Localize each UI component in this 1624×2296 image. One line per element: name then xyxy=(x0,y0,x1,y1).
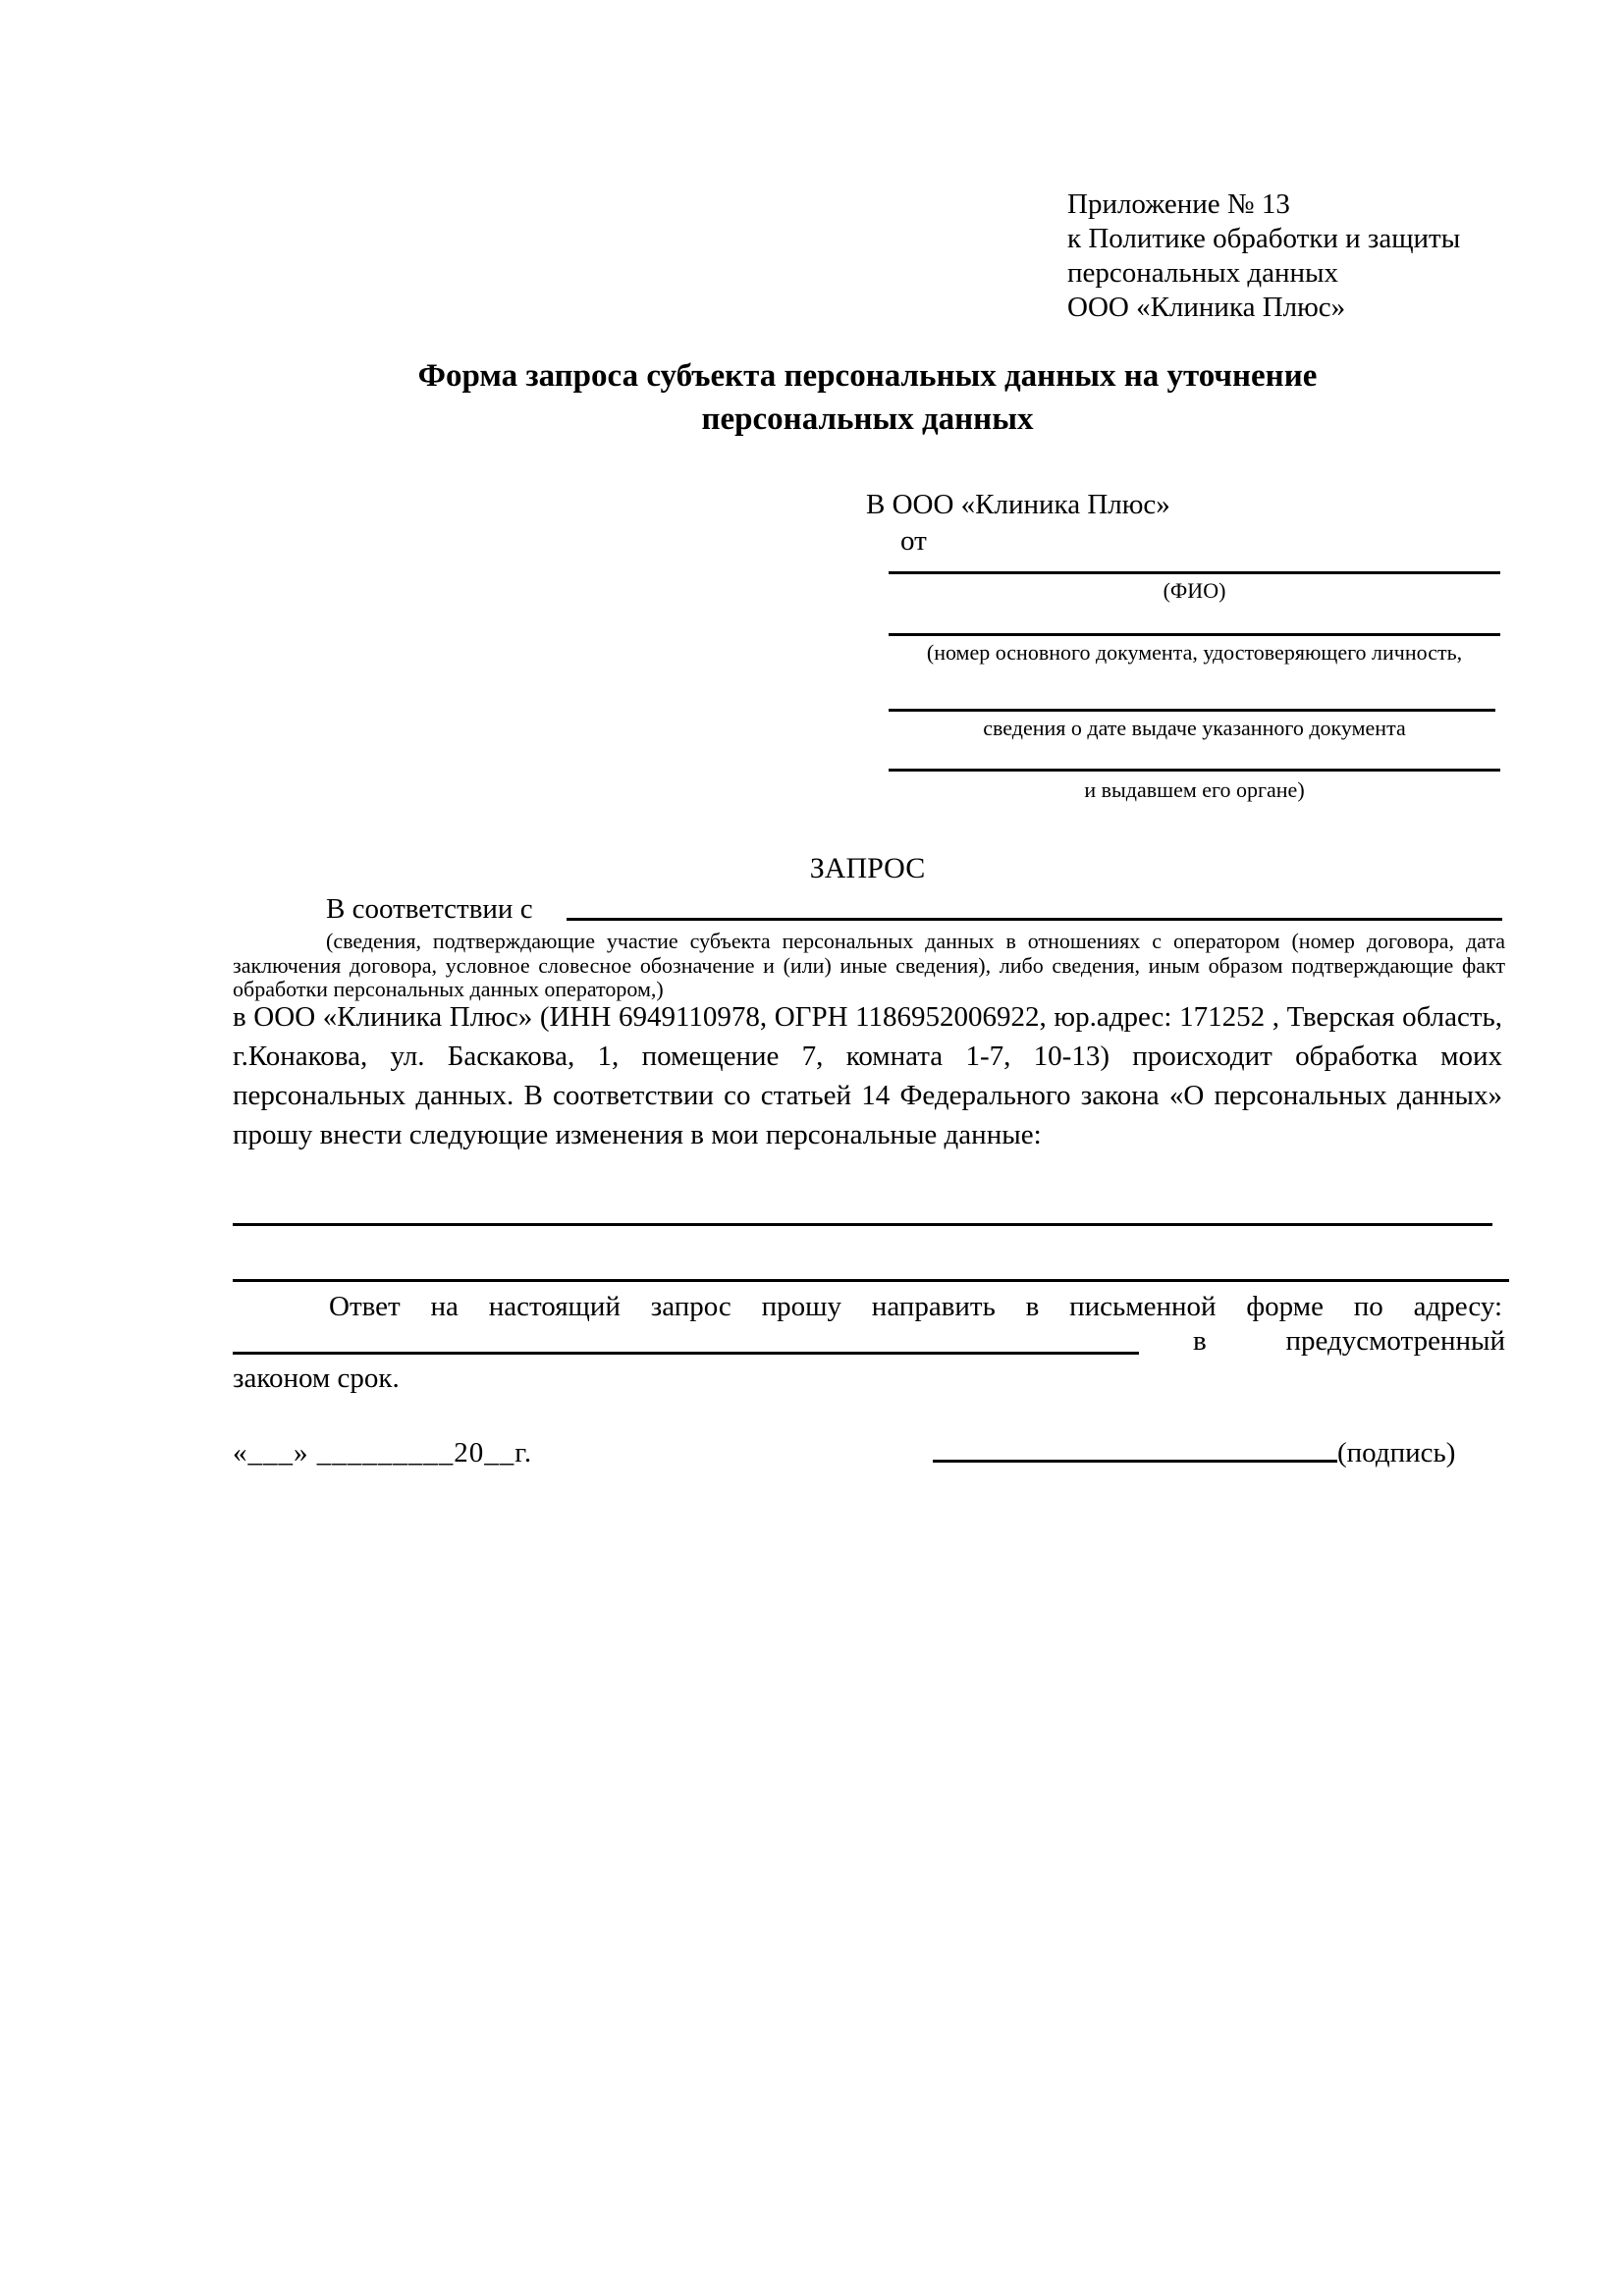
document-title xyxy=(233,354,1502,441)
document-number-caption: (номер основного документа, удостоверяющего личность, xyxy=(926,640,1463,665)
changes-blank-line-2 xyxy=(233,1279,1509,1282)
request-body-paragraph: в ООО «Клиника Плюс» (ИНН 6949110978, ОГРН 1186952006922, юр.адрес: 171252 , Тверская область, г.Конакова, ул. Баскакова, 1, помещение 7, комната 1-7, 10-13) происходит обработка моих персональных данных. В соответствии со статьей 14 Федерального закона «О персональных данных» прошу внести следующие изменения в мои персональные данные: xyxy=(233,1001,1502,1150)
issue-date-caption: сведения о дате выдаче указанного документа xyxy=(983,716,1406,740)
appendix-line: Приложение № 13 xyxy=(1067,188,1290,220)
addressee-organization: В ООО «Клиника Плюс» xyxy=(866,489,1170,520)
issuing-authority-blank-line xyxy=(889,769,1500,772)
fine-print-note: (сведения, подтверждающие участие субъекта персональных данных в отношениях с оператором (номер договора, дата заключения договора, условное словесное обозначение и (или) иные сведения), либо сведения, иным образом подтверждающие факт обработки персональных данных оператором,) xyxy=(233,929,1505,1001)
accordance-prefix: В соответствии с xyxy=(326,893,533,925)
changes-blank-line-1 xyxy=(233,1223,1492,1226)
issuing-authority-caption: и выдавшем его органе) xyxy=(1084,777,1305,802)
appendix-line: к Политике обработки и защиты xyxy=(1067,223,1461,254)
reply-address-blank-line xyxy=(233,1352,1139,1355)
issue-date-blank-line xyxy=(889,709,1495,712)
date-blank-line: «___» _________20__г. xyxy=(233,1437,533,1468)
request-heading: ЗАПРОС xyxy=(809,852,926,884)
fio-blank-line xyxy=(889,571,1500,574)
accordance-blank-line xyxy=(567,918,1502,921)
reply-request-tail: в предусмотренный xyxy=(1193,1325,1505,1357)
document-title-line: Форма запроса субъекта персональных данных на уточнение xyxy=(417,358,1318,394)
document-title-line: персональных данных xyxy=(701,401,1034,437)
appendix-line: ООО «Клиника Плюс» xyxy=(1067,292,1346,323)
document-number-blank-line xyxy=(889,633,1500,636)
appendix-line: персональных данных xyxy=(1067,257,1339,289)
addressee-from-label: от xyxy=(900,525,927,557)
appendix-block xyxy=(1067,187,1460,325)
signature-blank-line xyxy=(933,1460,1337,1463)
fio-caption: (ФИО) xyxy=(1163,578,1226,603)
signature-caption: (подпись) xyxy=(1337,1437,1456,1468)
reply-request-end: законом срок. xyxy=(233,1362,400,1394)
reply-request-line: Ответ на настоящий запрос прошу направить в письменной форме по адресу: xyxy=(329,1291,1502,1322)
